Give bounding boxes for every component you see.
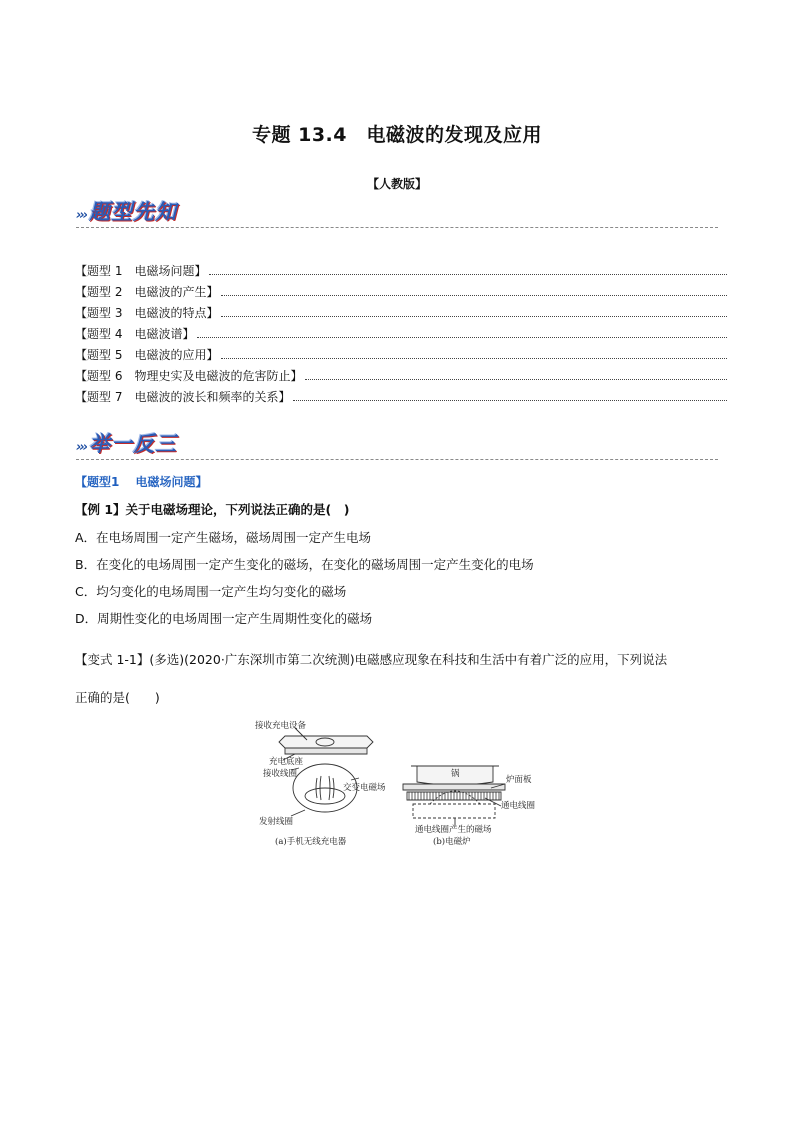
example-question: 【例 1】关于电磁场理论，下列说法正确的是( ) (75, 502, 350, 517)
variant-question-line1: 【变式 1-1】(多选)(2020·广东深圳市第二次统测)电磁感应现象在科技和生活中有着广泛的应用，下列说法 (75, 652, 668, 667)
figure-label: 通电线圈产生的磁场 (415, 825, 492, 835)
divider (76, 459, 718, 460)
figure-caption: (b)电磁炉 (433, 837, 471, 847)
edition-label: 【人教版】 (366, 177, 427, 191)
figure-label: 充电底座 (269, 757, 304, 767)
toc-item[interactable]: 【题型 5 电磁波的应用】 (75, 342, 727, 363)
toc-item[interactable]: 【题型 1 电磁场问题】 (75, 258, 727, 279)
page-title: 专题 13.4 电磁波的发现及应用 (252, 124, 542, 146)
toc-item[interactable]: 【题型 7 电磁波的波长和频率的关系】 (75, 384, 727, 405)
figure-label: 交变电磁场 (343, 783, 386, 793)
figure-caption: (a)手机无线充电器 (275, 837, 347, 847)
option-b: B．在变化的电场周围一定产生变化的磁场，在变化的磁场周围一定产生变化的电场 (75, 557, 534, 572)
section-banner-preview (76, 196, 177, 226)
toc-item[interactable]: 【题型 2 电磁波的产生】 (75, 279, 727, 300)
banner-arrows-icon: ››› (76, 440, 87, 455)
section-heading: 【题型1 电磁场问题】 (75, 475, 208, 489)
figure-label: 接收充电设备 (255, 721, 307, 731)
figure-label: 接收线圈 (263, 769, 298, 779)
figure-label: 发射线圈 (259, 817, 294, 827)
banner-title: 举一反三 (89, 432, 178, 456)
variant-question-line2: 正确的是( ) (75, 690, 160, 705)
option-c: C．均匀变化的电场周围一定产生均匀变化的磁场 (75, 584, 347, 599)
figure-label: 通电线圈 (501, 801, 536, 811)
figure-label: 锅 (451, 769, 460, 779)
toc-item[interactable]: 【题型 6 物理史实及电磁波的危害防止】 (75, 363, 727, 384)
wireless-charger-and-induction-cooker-figure (255, 718, 540, 848)
option-d: D．周期性变化的电场周围一定产生周期性变化的磁场 (75, 611, 373, 626)
banner-arrows-icon: ››› (76, 208, 87, 223)
toc-item[interactable]: 【题型 3 电磁波的特点】 (75, 300, 727, 321)
toc-item[interactable]: 【题型 4 电磁波谱】 (75, 321, 727, 342)
banner-title: 题型先知 (89, 200, 178, 224)
option-a: A．在电场周围一定产生磁场，磁场周围一定产生电场 (75, 530, 372, 545)
divider (76, 227, 718, 228)
section-banner-examples (76, 428, 177, 458)
table-of-contents (75, 258, 727, 405)
figure-label: 炉面板 (506, 775, 532, 785)
